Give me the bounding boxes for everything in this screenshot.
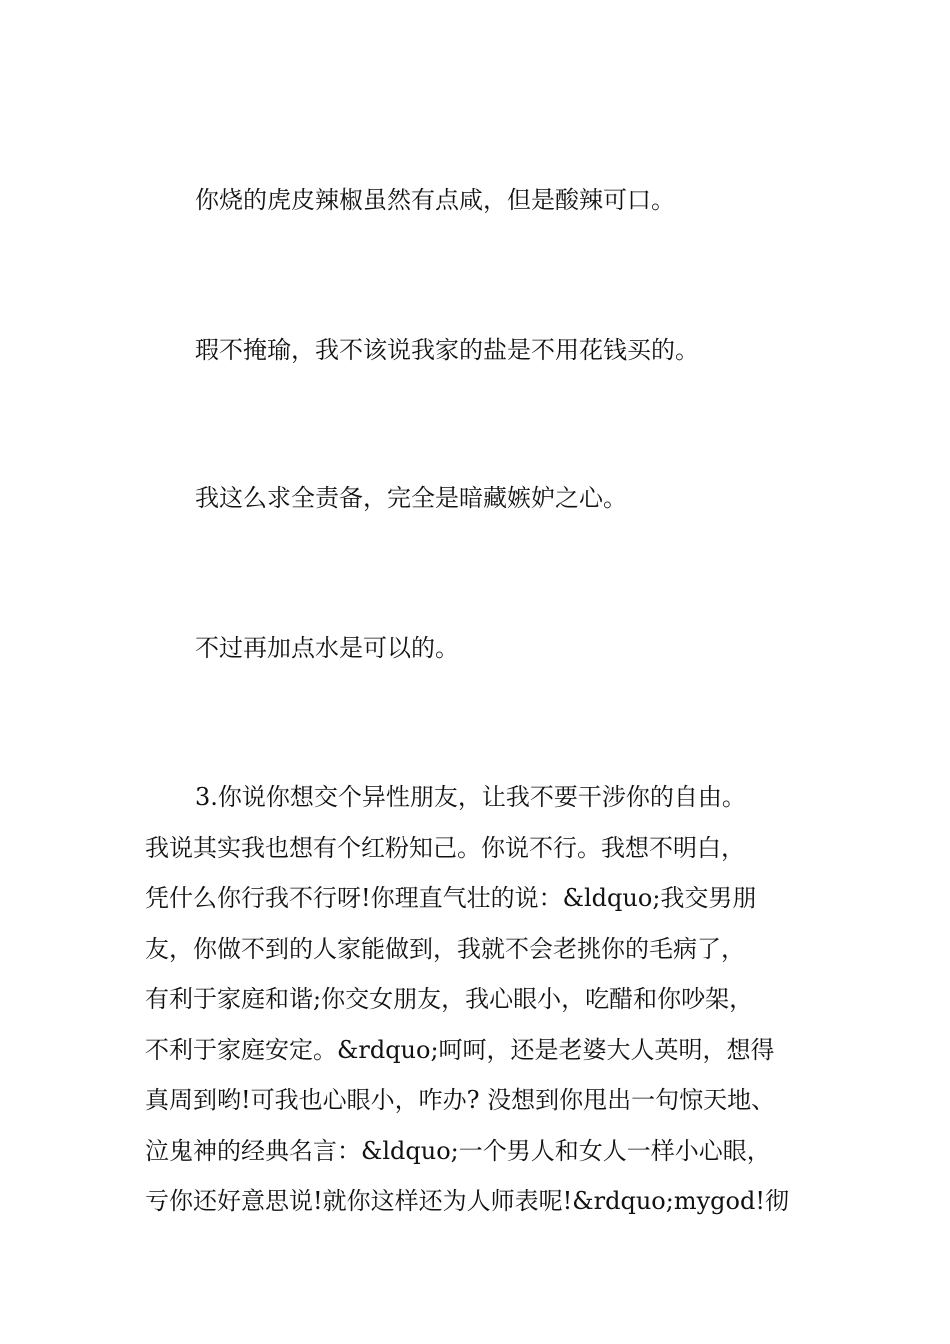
section-3-line: 友，你做不到的人家能做到，我就不会老挑你的毛病了， <box>145 934 745 963</box>
section-3-line: 泣鬼神的经典名言：&ldquo;一个男人和女人一样小心眼， <box>145 1136 771 1165</box>
section-3-line: 3.你说你想交个异性朋友，让我不要干涉你的自由。 <box>195 783 746 811</box>
section-3-line: 真周到哟!可我也心眼小，咋办? 没想到你甩出一句惊天地、 <box>145 1086 776 1114</box>
paragraph-salt: 瑕不掩瑜，我不该说我家的盐是不用花钱买的。 <box>195 336 699 364</box>
paragraph-spicy-pepper: 你烧的虎皮辣椒虽然有点咸，但是酸辣可口。 <box>195 186 675 214</box>
paragraph-section-3 <box>145 778 845 1233</box>
section-3-line: 我说其实我也想有个红粉知己。你说不行。我想不明白， <box>145 833 745 862</box>
section-3-line: 亏你还好意思说!就你这样还为人师表呢!&rdquo;mygod!彻 <box>145 1187 789 1215</box>
paragraph-jealousy: 我这么求全责备，完全是暗藏嫉妒之心。 <box>195 484 627 512</box>
section-3-line: 凭什么你行我不行呀!你理直气壮的说：&ldquo;我交男朋 <box>145 884 757 912</box>
section-3-line: 有利于家庭和谐;你交女朋友，我心眼小，吃醋和你吵架， <box>145 985 754 1013</box>
section-3-line: 不利于家庭安定。&rdquo;呵呵，还是老婆大人英明，想得 <box>145 1035 775 1064</box>
paragraph-add-water: 不过再加点水是可以的。 <box>195 634 459 662</box>
